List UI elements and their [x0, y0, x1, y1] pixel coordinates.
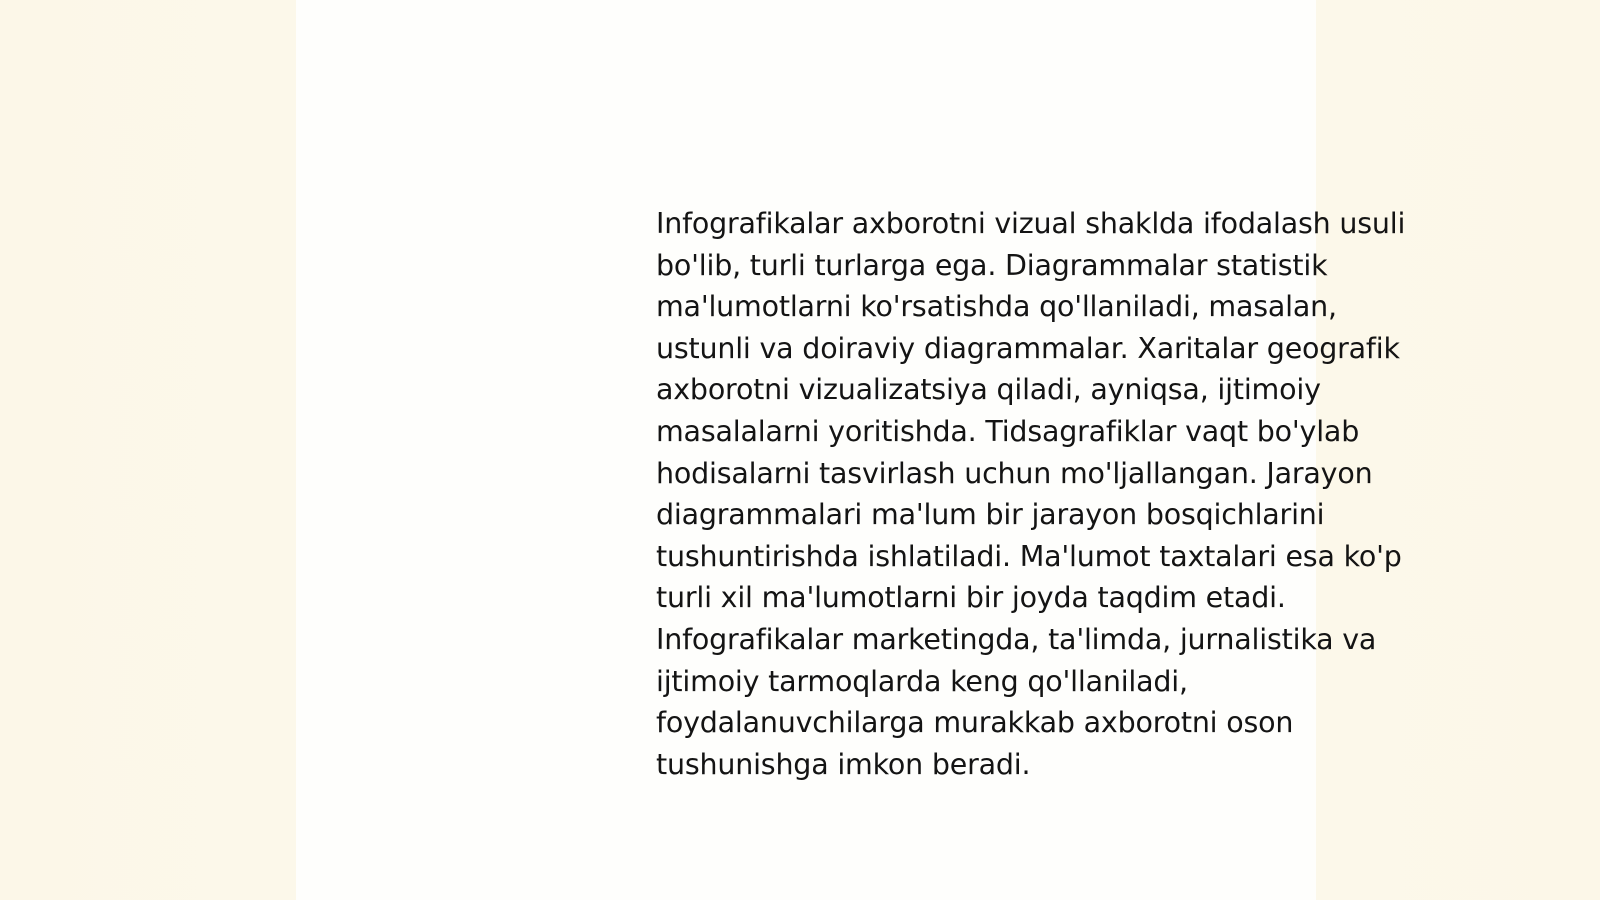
- body-text-line: ijtimoiy tarmoqlarda keng qo'llaniladi,: [656, 664, 1188, 698]
- body-text-line: hodisalarni tasvirlash uchun mo'ljallangan. Jarayon: [656, 456, 1373, 490]
- body-text-line: diagrammalari ma'lum bir jarayon bosqichlarini: [656, 498, 1325, 532]
- body-text-line: Infografikalar axborotni vizual shaklda ifodalash usuli: [656, 207, 1406, 240]
- body-text-line: ma'lumotlarni ko'rsatishda qo'llaniladi, masalan,: [656, 290, 1337, 324]
- body-text-line: tushuntirishda ishlatiladi. Ma'lumot taxtalari esa ko'p: [656, 539, 1402, 573]
- body-text-line: tushunishga imkon beradi.: [656, 747, 1031, 781]
- body-text-line: axborotni vizualizatsiya qiladi, ayniqsa, ijtimoiy: [656, 373, 1321, 407]
- body-text-line: turli xil ma'lumotlarni bir joyda taqdim etadi.: [656, 581, 1286, 615]
- body-text-line: masalalarni yoritishda. Tidsagrafiklar vaqt bo'ylab: [656, 414, 1360, 448]
- body-text-line: Infografikalar marketingda, ta'limda, jurnalistika va: [656, 622, 1377, 656]
- body-text: [656, 203, 1556, 785]
- body-text-line: bo'lib, turli turlarga ega. Diagrammalar statistik: [656, 248, 1328, 282]
- slide-panel: [296, 0, 1406, 900]
- body-text-line: foydalanuvchilarga murakkab axborotni oson: [656, 706, 1294, 740]
- body-text-line: ustunli va doiraviy diagrammalar. Xaritalar geografik: [656, 331, 1400, 365]
